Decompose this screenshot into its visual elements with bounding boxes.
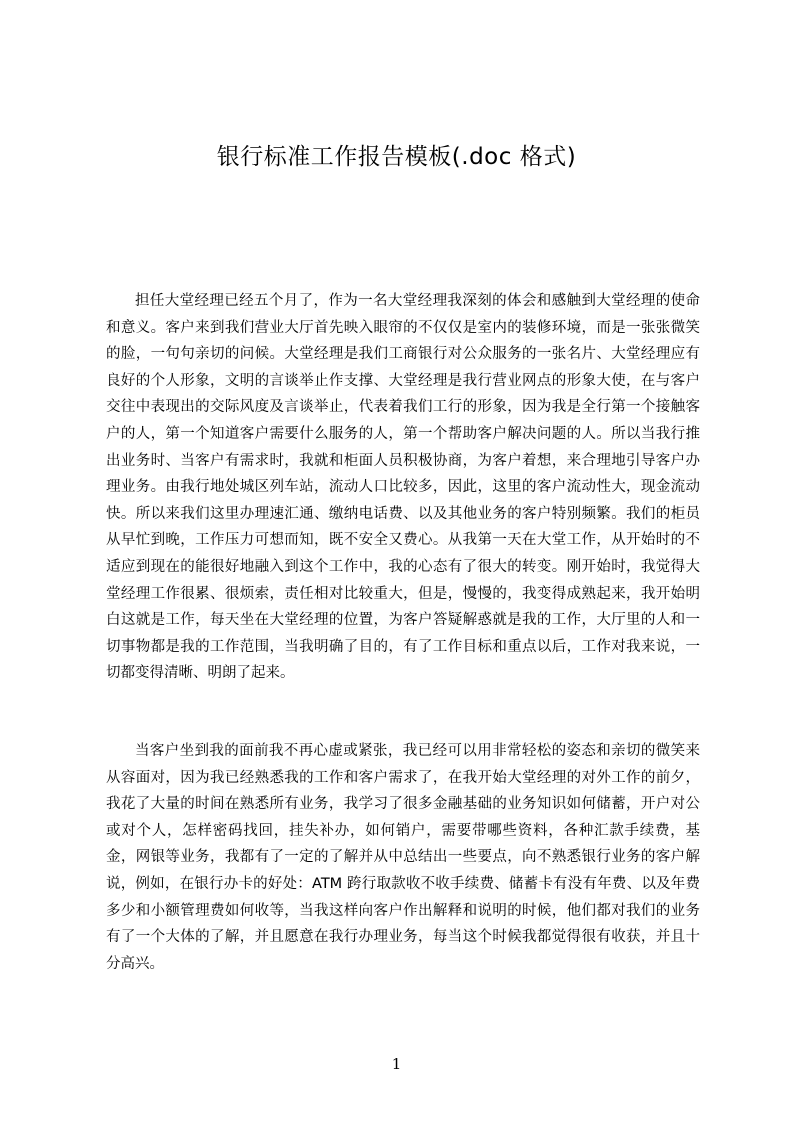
page-number: 1 xyxy=(391,1055,402,1073)
body-paragraph-2: 当客户坐到我的面前我不再心虚或紧张，我已经可以用非常轻松的姿态和亲切的微笑来从容面对，因为我已经熟悉我的工作和客户需求了，在我开始大堂经理的对外工作的前夕，我花了大量的时间在熟悉所有业务，我学习了很多金融基础的业务知识如何储蓄，开户对公或对个人，怎样密码找回，挂失补办，如何销户，需要带哪些资料，各种汇款手续费，基金，网银等业务，我都有了一定的了解并从中总结出一些要点，向不熟悉银行业务的客户解说，例如，在银行办卡的好处：ATM 跨行取款收不收手续费、储蓄卡有没有年费、以及年费多少和小额管理费如何收等，当我这样向客户作出解释和说明的时候，他们都对我们的业务有了一个大体的了解，并且愿意在我行办理业务，每当这个时候我都觉得很有收获，并且十分高兴。 xyxy=(106,743,700,972)
body-paragraph-1: 担任大堂经理已经五个月了，作为一名大堂经理我深刻的体会和感触到大堂经理的使命和意义。客户来到我们营业大厅首先映入眼帘的不仅仅是室内的装修环境，而是一张张微笑的脸，一句句亲切的问候。大堂经理是我们工商银行对公众服务的一张名片、大堂经理应有良好的个人形象，文明的言谈举止作支撑、大堂经理是我行营业网点的形象大使，在与客户交往中表现出的交际风度及言谈举止，代表着我们工行的形象，因为我是全行第一个接触客户的人，第一个知道客户需要什么服务的人，第一个帮助客户解决问题的人。所以当我行推出业务时、当客户有需求时，我就和柜面人员积极协商，为客户着想，来合理地引导客户办理业务。由我行地处城区列车站，流动人口比较多，因此，这里的客户流动性大，现金流动快。所以来我们这里办理速汇通、缴纳电话费、以及其他业务的客户特别频繁。我们的柜员从早忙到晚，工作压力可想而知，既不安全又费心。从我第一天在大堂工作，从开始时的不适应到现在的能很好地融入到这个工作中，我的心态有了很大的转变。刚开始时，我觉得大堂经理工作很累、很烦索，责任相对比较重大，但是，慢慢的，我变得成熟起来，我开始明白这就是工作，每天坐在大堂经理的位置，为客户答疑解惑就是我的工作，大厅里的人和一切事物都是我的工作范围，当我明确了目的，有了工作目标和重点以后，工作对我来说，一切都变得清晰、明朗了起来。 xyxy=(106,293,700,682)
document-title: 银行标准工作报告模板(.doc 格式) xyxy=(216,144,577,170)
